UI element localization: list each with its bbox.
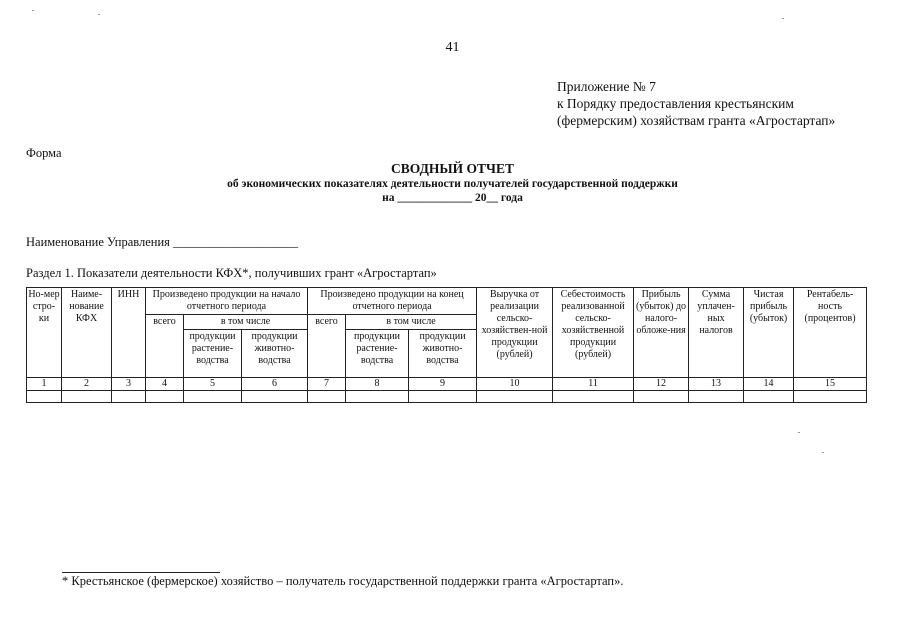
header-row-number: Но-мер стро-ки: [27, 288, 62, 378]
header-profitability: Рентабель-ность (процентов): [794, 288, 867, 378]
column-number: 15: [794, 378, 867, 391]
column-number: 8: [346, 378, 409, 391]
column-number-row: [27, 378, 867, 391]
appendix-line-2: к Порядку предоставления крестьянским: [557, 96, 794, 111]
column-number: 6: [242, 378, 308, 391]
header-produced-end: Произведено продукции на конец отчетного периода: [308, 288, 477, 315]
empty-data-row: [27, 391, 867, 403]
header-produced-start: Произведено продукции на начало отчетного периода: [146, 288, 308, 315]
header-profit-pretax: Прибыль (убыток) до налого-обложе-ния: [634, 288, 689, 378]
page-number: 41: [445, 40, 460, 55]
header-cost: Себестоимость реализованной сельско-хозяйственной продукции (рублей): [553, 288, 634, 378]
column-number: 9: [409, 378, 477, 391]
indicators-table: [26, 287, 867, 403]
footnote: * Крестьянское (фермерское) хозяйство – получатель государственной поддержки гранта «Агростартап».: [62, 574, 624, 588]
column-number: 10: [477, 378, 553, 391]
column-number: 4: [146, 378, 184, 391]
column-number: 11: [553, 378, 634, 391]
header-taxes: Сумма уплачен-ных налогов: [689, 288, 744, 378]
appendix-line-1: Приложение № 7: [557, 79, 656, 94]
empty-cell: [477, 391, 553, 403]
form-label: Форма: [26, 146, 62, 160]
empty-cell: [553, 391, 634, 403]
header-including-end: в том числе: [346, 315, 477, 330]
header-inn: ИНН: [112, 288, 146, 378]
column-number: 2: [62, 378, 112, 391]
empty-cell: [744, 391, 794, 403]
footnote-divider: [62, 572, 220, 573]
header-total-start: всего: [146, 315, 184, 378]
header-crop-end: продукции растение-водства: [346, 330, 409, 378]
empty-cell: [308, 391, 346, 403]
empty-cell: [346, 391, 409, 403]
header-livestock-start: продукции животно-водства: [242, 330, 308, 378]
empty-cell: [689, 391, 744, 403]
header-crop-start: продукции растение-водства: [184, 330, 242, 378]
empty-cell: [27, 391, 62, 403]
section-title: Раздел 1. Показатели деятельности КФХ*, получивших грант «Агростартап»: [26, 266, 437, 280]
title-line-2: об экономических показателях деятельности получателей государственной поддержки: [227, 178, 678, 190]
empty-cell: [146, 391, 184, 403]
scan-speck: [782, 18, 784, 19]
management-label: Наименование Управления ____________________: [26, 235, 299, 249]
scan-speck: [822, 452, 824, 453]
empty-cell: [62, 391, 112, 403]
column-number: 7: [308, 378, 346, 391]
header-name: Наиме-нование КФХ: [62, 288, 112, 378]
scan-speck: [32, 10, 34, 11]
column-number: 5: [184, 378, 242, 391]
header-net-profit: Чистая прибыль (убыток): [744, 288, 794, 378]
title-line-1: СВОДНЫЙ ОТЧЕТ: [391, 161, 514, 176]
empty-cell: [242, 391, 308, 403]
column-number: 12: [634, 378, 689, 391]
column-number: 1: [27, 378, 62, 391]
empty-cell: [634, 391, 689, 403]
appendix-header: [557, 78, 835, 129]
scan-speck: [798, 432, 800, 433]
header-revenue: Выручка от реализации сельско-хозяйствен-ной продукции (рублей): [477, 288, 553, 378]
header-including-start: в том числе: [184, 315, 308, 330]
header-livestock-end: продукции животно-водства: [409, 330, 477, 378]
scan-speck: [98, 14, 100, 15]
empty-cell: [409, 391, 477, 403]
empty-cell: [112, 391, 146, 403]
appendix-line-3: (фермерским) хозяйствам гранта «Агростартап»: [557, 113, 836, 128]
empty-cell: [794, 391, 867, 403]
title-line-3: на _____________ 20__ года: [382, 192, 523, 204]
column-number: 14: [744, 378, 794, 391]
report-title: [0, 161, 905, 205]
column-number: 3: [112, 378, 146, 391]
empty-cell: [184, 391, 242, 403]
header-total-end: всего: [308, 315, 346, 378]
column-number: 13: [689, 378, 744, 391]
